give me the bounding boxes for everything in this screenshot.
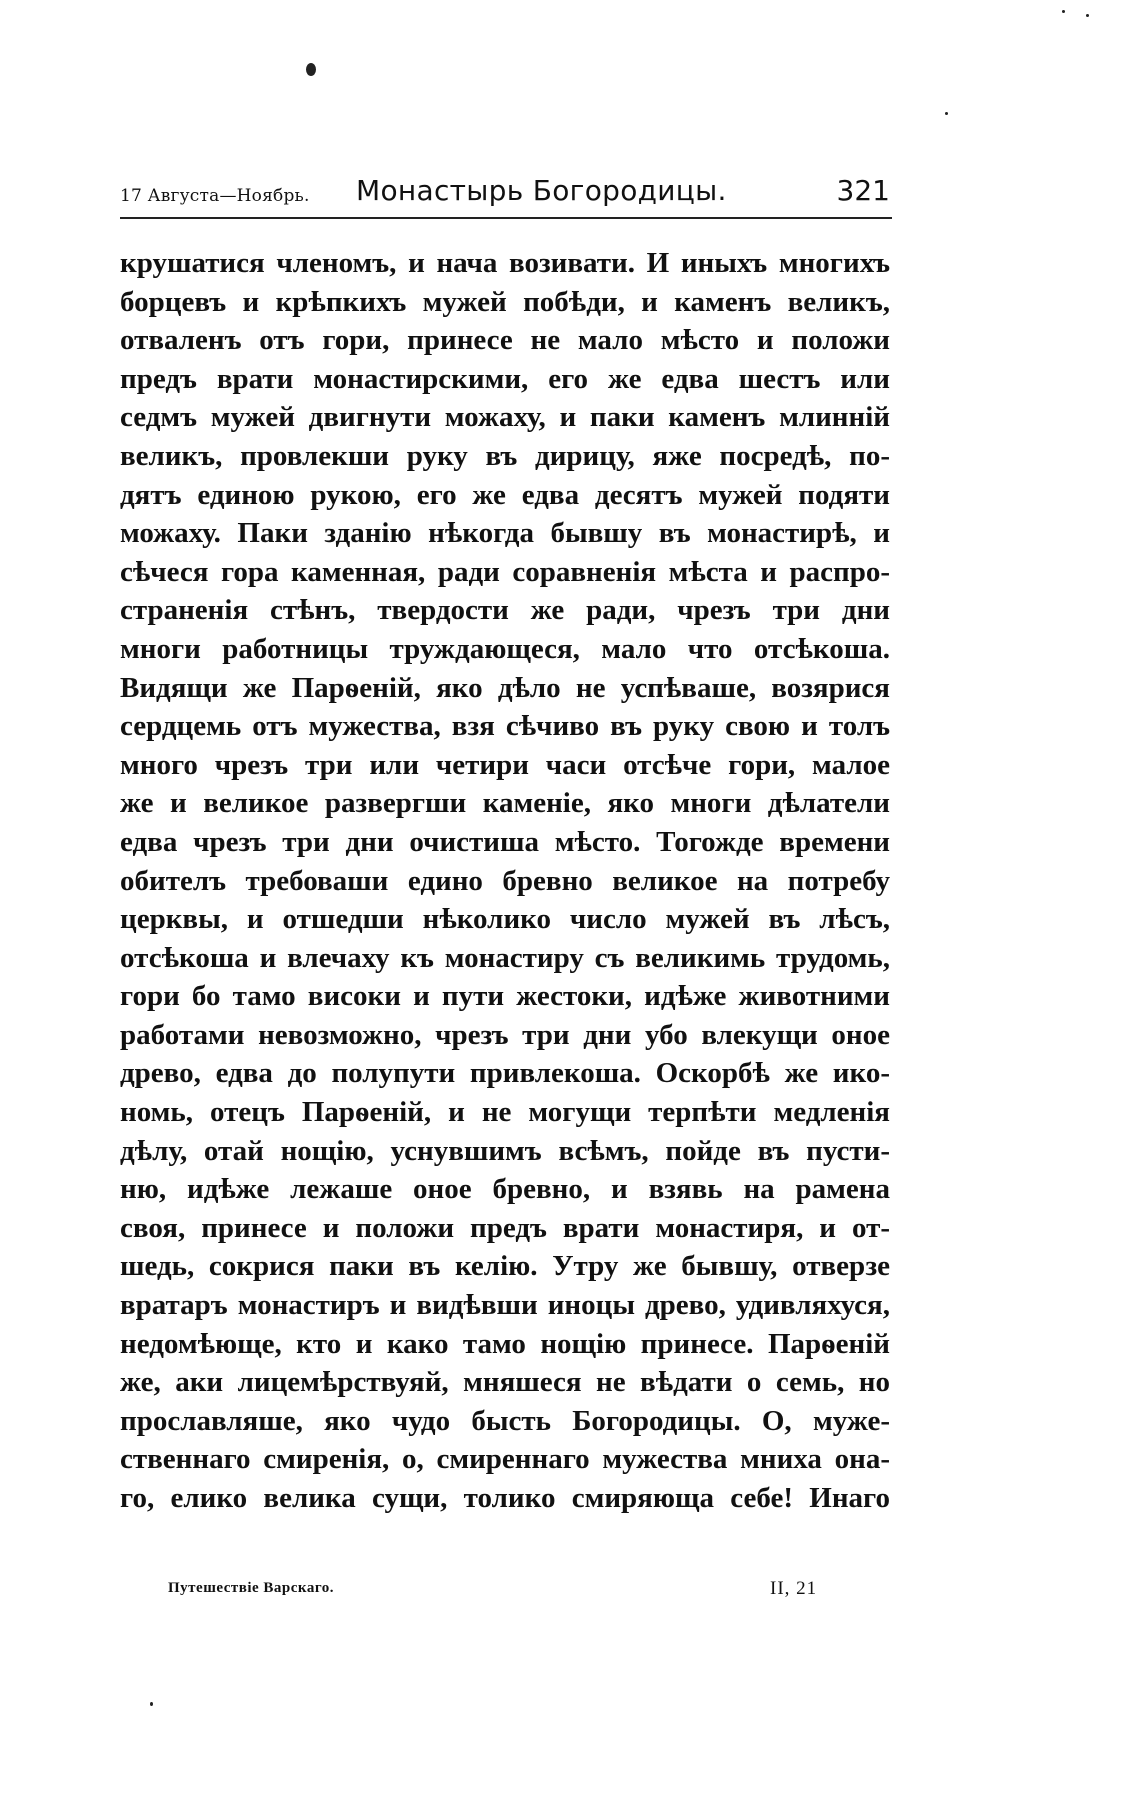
text-line: вратаръ монастиръ и видѣвши иноцы древо, удивляхуся, <box>120 1289 890 1322</box>
text-line: ню, идѣже лежаше оное бревно, и взявь на рамена <box>120 1173 890 1206</box>
text-line: страненія стѣнъ, твердости же ради, чрезъ три дни <box>120 594 890 627</box>
text-line: дѣлу, отай нощію, уснувшимъ всѣмъ, пойде въ пусти- <box>120 1134 890 1167</box>
page-number: 321 <box>836 174 890 207</box>
text-line: отваленъ отъ гори, принесе не мало мѣсто и положи <box>120 324 890 357</box>
text-line: ственнаго смиренія, о, смиреннаго мужества мниха она- <box>120 1443 890 1476</box>
text-line: шедь, сокрися паки въ келію. Утру же бывшу, отверзе <box>120 1250 890 1283</box>
body-text <box>120 244 890 1518</box>
text-line: гори бо тамо високи и пути жестоки, идѣже животними <box>120 980 890 1013</box>
text-line: борцевъ и крѣпкихъ мужей побѣди, и каменъ великъ, <box>120 285 890 318</box>
header-date-range: 17 Августа—Ноябрь. <box>120 186 310 206</box>
text-line: великъ, провлекши руку въ дирицу, яже посредѣ, по- <box>120 439 890 472</box>
text-line: можаху. Паки зданію нѣкогда бывшу въ монастирѣ, и <box>120 517 890 550</box>
header-rule <box>120 217 892 219</box>
header-title: Монастырь Богородицы. <box>356 174 727 207</box>
text-line: сердцемь отъ мужества, взя сѣчиво въ руку свою и толъ <box>120 710 890 743</box>
text-line: недомѣюще, кто и како тамо нощію принесе. Парѳеній <box>120 1327 890 1360</box>
text-line: обителъ требоваши едино бревно великое на потребу <box>120 864 890 897</box>
footer-source: Путешествіе Варскаго. <box>168 1580 335 1596</box>
text-line: же и великое развергши каменіе, яко многи дѣлатели <box>120 787 890 820</box>
text-line: номь, отецъ Парѳеній, и не могущи терпѣти медленія <box>120 1096 890 1129</box>
text-line: много чрезъ три или четири часи отсѣче гори, малое <box>120 748 890 781</box>
text-line: седмъ мужей двигнути можаху, и паки каменъ млинній <box>120 401 890 434</box>
page-footer <box>168 1580 828 1610</box>
text-line: своя, принесе и положи предъ врати монастиря, и от- <box>120 1211 890 1244</box>
text-line: же, аки лицемѣрствуяй, мняшеся не вѣдати о семь, но <box>120 1366 890 1399</box>
text-line: дятъ единою рукою, его же едва десятъ мужей подяти <box>120 478 890 511</box>
ink-speck <box>1086 14 1089 17</box>
text-line: древо, едва до полупути привлекоша. Оскорбѣ же ико- <box>120 1057 890 1090</box>
text-line: прославляше, яко чудо бысть Богородицы. О, муже- <box>120 1404 890 1437</box>
text-line: Видящи же Парѳеній, яко дѣло не успѣваше, возярися <box>120 671 890 704</box>
text-line: многи работницы труждающеся, мало что отсѣкоша. <box>120 632 890 665</box>
text-line: крушатися членомъ, и нача возивати. И иныхъ многихъ <box>120 247 890 279</box>
text-line: отсѣкоша и влечаху къ монастиру съ великимь трудомь, <box>120 941 890 974</box>
text-line: сѣчеся гора каменная, ради соравненія мѣста и распро- <box>120 555 890 588</box>
ink-speck <box>150 1702 153 1706</box>
ink-speck <box>945 112 948 115</box>
text-line: предъ врати монастирскими, его же едва шестъ или <box>120 362 890 395</box>
text-line: го, елико велика сущи, толико смиряюща себе! Инаго <box>120 1482 890 1514</box>
ink-blot <box>306 63 316 76</box>
signature-mark: II, 21 <box>770 1578 818 1599</box>
text-line: работами невозможно, чрезъ три дни убо влекущи оное <box>120 1018 890 1051</box>
text-line: церквы, и отшедши нѣколико число мужей въ лѣсъ, <box>120 903 890 936</box>
ink-speck <box>1062 10 1065 13</box>
text-line: едва чрезъ три дни очистиша мѣсто. Тогожде времени <box>120 825 890 858</box>
running-header <box>120 176 890 216</box>
